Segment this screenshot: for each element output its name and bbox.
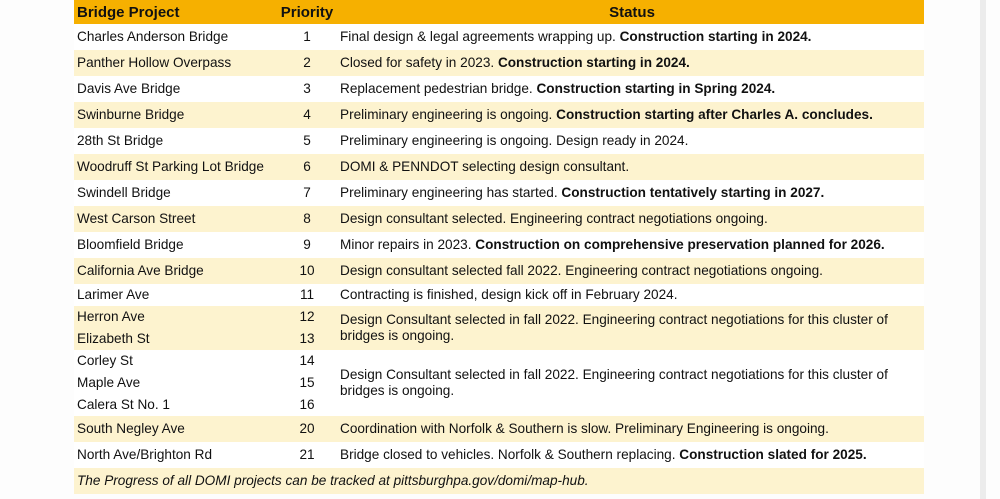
project-name: West Carson Street bbox=[74, 206, 274, 232]
priority-value: 8 bbox=[274, 206, 340, 232]
priority-value: 5 bbox=[274, 128, 340, 154]
status-text: Bridge closed to vehicles. Norfolk & Southern replacing. bbox=[340, 447, 676, 462]
priority-value: 21 bbox=[274, 442, 340, 468]
project-name: Calera St No. 1 bbox=[74, 394, 274, 416]
status-text: Final design & legal agreements wrapping up. bbox=[340, 29, 616, 44]
table-row bbox=[74, 442, 924, 468]
project-name: Bloomfield Bridge bbox=[74, 232, 274, 258]
table-row bbox=[74, 76, 924, 102]
table-row bbox=[74, 232, 924, 258]
table-row bbox=[74, 102, 924, 128]
status-text: Coordination with Norfolk & Southern is slow. Preliminary Engineering is ongoing. bbox=[340, 421, 829, 436]
table-row bbox=[74, 350, 924, 372]
status-emphasis: Construction starting in Spring 2024. bbox=[536, 81, 776, 96]
table-row bbox=[74, 50, 924, 76]
status-text: Contracting is finished, design kick off in February 2024. bbox=[340, 287, 678, 302]
status-cell bbox=[340, 232, 924, 258]
column-header-priority: Priority bbox=[274, 0, 340, 24]
priority-value: 9 bbox=[274, 232, 340, 258]
project-name: 28th St Bridge bbox=[74, 128, 274, 154]
priority-value: 2 bbox=[274, 50, 340, 76]
priority-value: 1 bbox=[274, 24, 340, 50]
status-emphasis: Construction tentatively starting in 2027. bbox=[561, 185, 825, 200]
column-header-status: Status bbox=[340, 0, 924, 24]
table-footer-row bbox=[74, 468, 924, 494]
priority-value: 12 bbox=[274, 306, 340, 328]
cluster-status-cell: Design Consultant selected in fall 2022. Engineering contract negotiations for this cluster of bridges is ongoing. bbox=[340, 350, 924, 416]
project-name: Davis Ave Bridge bbox=[74, 76, 274, 102]
table-row bbox=[74, 180, 924, 206]
status-emphasis: Construction starting after Charles A. concludes. bbox=[556, 107, 873, 122]
status-emphasis: Construction starting in 2024. bbox=[497, 55, 690, 70]
table-row bbox=[74, 206, 924, 232]
table-row bbox=[74, 154, 924, 180]
project-name: Corley St bbox=[74, 350, 274, 372]
project-name: South Negley Ave bbox=[74, 416, 274, 442]
status-cell bbox=[340, 442, 924, 468]
table-row bbox=[74, 306, 924, 328]
status-cell bbox=[340, 206, 924, 232]
project-name: Charles Anderson Bridge bbox=[74, 24, 274, 50]
status-text: Closed for safety in 2023. bbox=[340, 55, 495, 70]
priority-value: 13 bbox=[274, 328, 340, 350]
priority-value: 3 bbox=[274, 76, 340, 102]
status-cell bbox=[340, 416, 924, 442]
status-cell bbox=[340, 180, 924, 206]
scrollbar[interactable] bbox=[980, 0, 986, 499]
status-text: Minor repairs in 2023. bbox=[340, 237, 472, 252]
status-cell bbox=[340, 128, 924, 154]
status-cell bbox=[340, 284, 924, 306]
priority-value: 6 bbox=[274, 154, 340, 180]
footer-note: The Progress of all DOMI projects can be tracked at pittsburghpa.gov/domi/map-hub. bbox=[74, 468, 924, 494]
status-text: Design consultant selected fall 2022. Engineering contract negotiations ongoing. bbox=[340, 263, 823, 278]
project-name: California Ave Bridge bbox=[74, 258, 274, 284]
status-text: Preliminary engineering is ongoing. bbox=[340, 107, 553, 122]
table-row bbox=[74, 128, 924, 154]
status-text: Preliminary engineering has started. bbox=[340, 185, 558, 200]
priority-value: 4 bbox=[274, 102, 340, 128]
table-row bbox=[74, 416, 924, 442]
project-name: Swinburne Bridge bbox=[74, 102, 274, 128]
status-text: Preliminary engineering is ongoing. Design ready in 2024. bbox=[340, 133, 689, 148]
project-name: Woodruff St Parking Lot Bridge bbox=[74, 154, 274, 180]
table-row bbox=[74, 24, 924, 50]
priority-value: 11 bbox=[274, 284, 340, 306]
priority-value: 14 bbox=[274, 350, 340, 372]
priority-value: 15 bbox=[274, 372, 340, 394]
project-name: Herron Ave bbox=[74, 306, 274, 328]
status-cell bbox=[340, 102, 924, 128]
bridge-status-document bbox=[74, 0, 924, 494]
project-name: Elizabeth St bbox=[74, 328, 274, 350]
status-cell bbox=[340, 154, 924, 180]
status-cell bbox=[340, 76, 924, 102]
priority-value: 7 bbox=[274, 180, 340, 206]
table-header-row bbox=[74, 0, 924, 24]
project-name: Larimer Ave bbox=[74, 284, 274, 306]
table-row bbox=[74, 284, 924, 306]
status-cell bbox=[340, 50, 924, 76]
status-text: Design consultant selected. Engineering contract negotiations ongoing. bbox=[340, 211, 768, 226]
bridge-projects-table bbox=[74, 0, 924, 494]
status-emphasis: Construction starting in 2024. bbox=[619, 29, 812, 44]
priority-value: 16 bbox=[274, 394, 340, 416]
status-text: DOMI & PENNDOT selecting design consultant. bbox=[340, 159, 630, 174]
status-cell bbox=[340, 258, 924, 284]
status-emphasis: Construction on comprehensive preservation planned for 2026. bbox=[475, 237, 885, 252]
status-text: Replacement pedestrian bridge. bbox=[340, 81, 533, 96]
cluster-status-cell: Design Consultant selected in fall 2022. Engineering contract negotiations for this cluster of bridges is ongoing. bbox=[340, 306, 924, 350]
status-emphasis: Construction slated for 2025. bbox=[679, 447, 867, 462]
project-name: North Ave/Brighton Rd bbox=[74, 442, 274, 468]
project-name: Swindell Bridge bbox=[74, 180, 274, 206]
priority-value: 10 bbox=[274, 258, 340, 284]
table-row bbox=[74, 258, 924, 284]
project-name: Panther Hollow Overpass bbox=[74, 50, 274, 76]
priority-value: 20 bbox=[274, 416, 340, 442]
project-name: Maple Ave bbox=[74, 372, 274, 394]
status-cell bbox=[340, 24, 924, 50]
column-header-project: Bridge Project bbox=[74, 0, 274, 24]
